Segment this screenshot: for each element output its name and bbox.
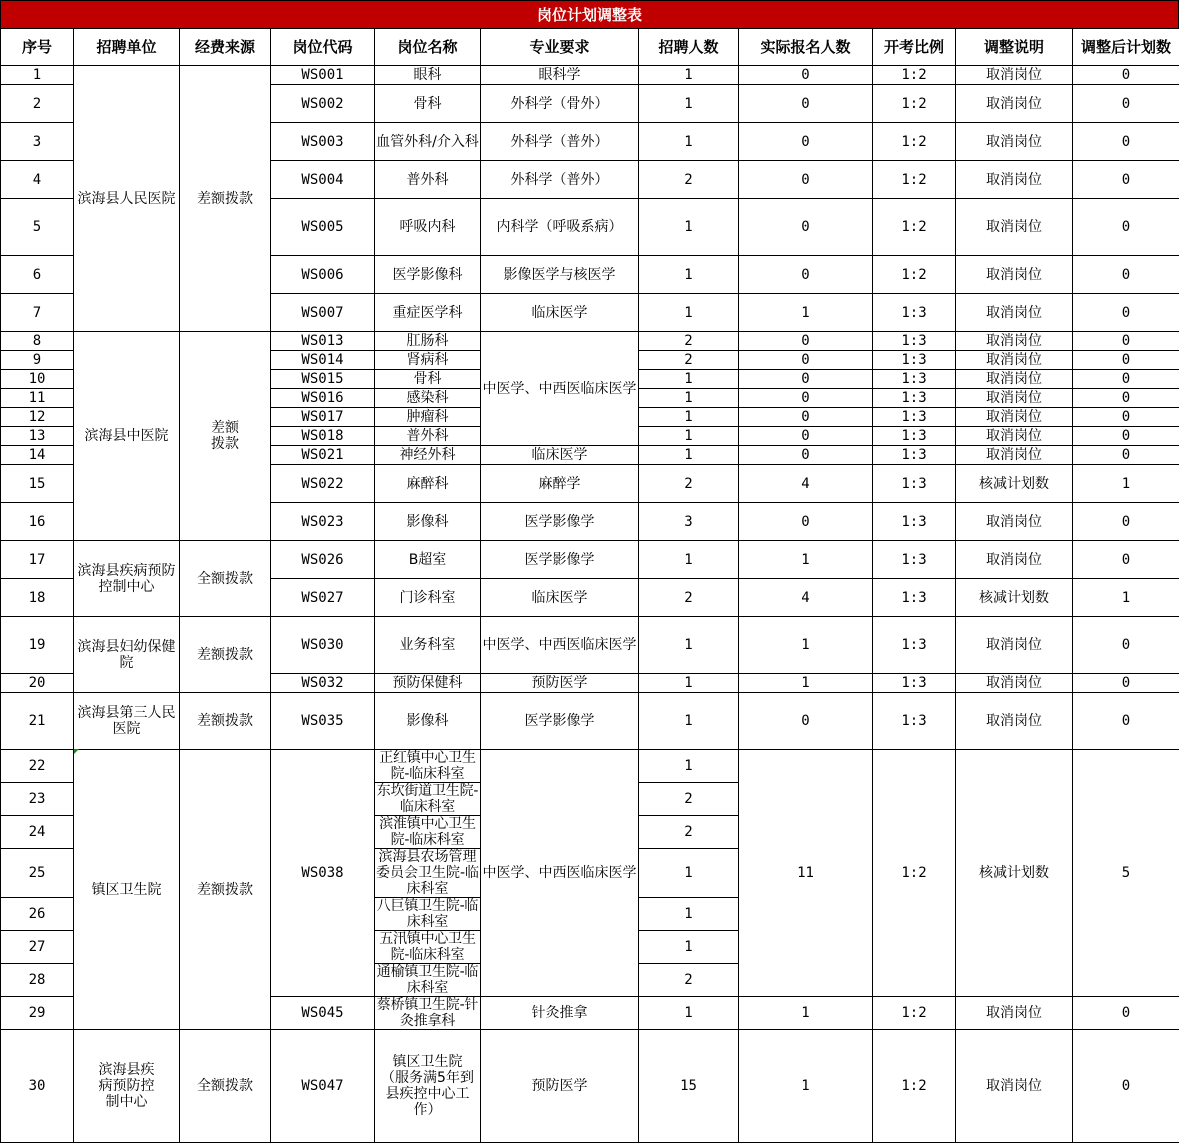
cell-after[interactable]: 0 bbox=[1073, 294, 1179, 332]
cell-code[interactable]: WS007 bbox=[271, 294, 375, 332]
cell-plan[interactable]: 1 bbox=[639, 256, 739, 294]
cell-name[interactable]: 业务科室 bbox=[375, 617, 481, 674]
cell-no[interactable]: 9 bbox=[1, 351, 74, 370]
cell-after[interactable]: 1 bbox=[1073, 465, 1179, 503]
cell-plan[interactable]: 1 bbox=[639, 294, 739, 332]
cell-major[interactable]: 医学影像学 bbox=[481, 693, 639, 750]
cell-applied[interactable]: 1 bbox=[739, 997, 873, 1030]
cell-applied[interactable]: 4 bbox=[739, 465, 873, 503]
cell-plan[interactable]: 1 bbox=[639, 66, 739, 85]
cell-after[interactable]: 0 bbox=[1073, 674, 1179, 693]
cell-major[interactable]: 中医学、中西医临床医学 bbox=[481, 332, 639, 446]
cell-name[interactable]: 骨科 bbox=[375, 85, 481, 123]
cell-plan[interactable]: 2 bbox=[639, 465, 739, 503]
cell-no[interactable]: 27 bbox=[1, 931, 74, 964]
cell-plan[interactable]: 2 bbox=[639, 351, 739, 370]
cell-name[interactable]: 普外科 bbox=[375, 427, 481, 446]
cell-no[interactable]: 14 bbox=[1, 446, 74, 465]
cell-name[interactable]: 正红镇中心卫生院-临床科室 bbox=[375, 750, 481, 783]
header-code[interactable]: 岗位代码 bbox=[271, 29, 375, 66]
cell-applied[interactable]: 0 bbox=[739, 503, 873, 541]
cell-applied[interactable]: 1 bbox=[739, 617, 873, 674]
cell-fund[interactable]: 差额拨款 bbox=[180, 693, 271, 750]
cell-name[interactable]: 通榆镇卫生院-临床科室 bbox=[375, 964, 481, 997]
cell-plan[interactable]: 1 bbox=[639, 898, 739, 931]
cell-code[interactable]: WS016 bbox=[271, 389, 375, 408]
cell-code[interactable]: WS047 bbox=[271, 1030, 375, 1143]
cell-applied[interactable]: 0 bbox=[739, 66, 873, 85]
cell-applied[interactable]: 0 bbox=[739, 256, 873, 294]
cell-major[interactable]: 针灸推拿 bbox=[481, 997, 639, 1030]
cell-name[interactable]: 东坎街道卫生院-临床科室 bbox=[375, 783, 481, 816]
cell-major[interactable]: 麻醉学 bbox=[481, 465, 639, 503]
cell-applied[interactable]: 0 bbox=[739, 199, 873, 256]
cell-plan[interactable]: 15 bbox=[639, 1030, 739, 1143]
cell-note[interactable]: 取消岗位 bbox=[956, 617, 1073, 674]
cell-applied[interactable]: 0 bbox=[739, 427, 873, 446]
cell-after[interactable]: 5 bbox=[1073, 750, 1179, 997]
cell-code[interactable]: WS014 bbox=[271, 351, 375, 370]
header-name[interactable]: 岗位名称 bbox=[375, 29, 481, 66]
cell-name[interactable]: 肾病科 bbox=[375, 351, 481, 370]
fund-text: 差额拨款 bbox=[208, 420, 242, 452]
cell-code[interactable]: WS038 bbox=[271, 750, 375, 997]
cell-applied[interactable]: 0 bbox=[739, 408, 873, 427]
cell-no[interactable]: 1 bbox=[1, 66, 74, 85]
cell-no[interactable]: 21 bbox=[1, 693, 74, 750]
header-no[interactable]: 序号 bbox=[1, 29, 74, 66]
cell-ratio[interactable]: 1:3 bbox=[873, 541, 956, 579]
cell-name[interactable]: 感染科 bbox=[375, 389, 481, 408]
cell-name[interactable]: 预防保健科 bbox=[375, 674, 481, 693]
cell-no[interactable]: 4 bbox=[1, 161, 74, 199]
name-text: 镇区卫生院（服务满5年到县疾控中心工作） bbox=[380, 1054, 476, 1118]
cell-note[interactable]: 取消岗位 bbox=[956, 370, 1073, 389]
cell-after[interactable]: 0 bbox=[1073, 66, 1179, 85]
cell-code[interactable]: WS023 bbox=[271, 503, 375, 541]
cell-major[interactable]: 预防医学 bbox=[481, 1030, 639, 1143]
cell-no[interactable]: 26 bbox=[1, 898, 74, 931]
cell-no[interactable]: 13 bbox=[1, 427, 74, 446]
cell-plan[interactable]: 2 bbox=[639, 783, 739, 816]
cell-applied[interactable]: 0 bbox=[739, 389, 873, 408]
cell-fund[interactable] bbox=[180, 332, 271, 541]
cell-major[interactable]: 外科学（骨外） bbox=[481, 85, 639, 123]
cell-plan[interactable]: 1 bbox=[639, 389, 739, 408]
cell-ratio[interactable]: 1:2 bbox=[873, 123, 956, 161]
cell-ratio[interactable]: 1:2 bbox=[873, 1030, 956, 1143]
cell-note[interactable]: 取消岗位 bbox=[956, 199, 1073, 256]
cell-code[interactable]: WS030 bbox=[271, 617, 375, 674]
cell-applied[interactable]: 0 bbox=[739, 693, 873, 750]
cell-ratio[interactable]: 1:2 bbox=[873, 161, 956, 199]
cell-fund[interactable]: 全额拨款 bbox=[180, 541, 271, 617]
cell-no[interactable]: 29 bbox=[1, 997, 74, 1030]
cell-code[interactable]: WS003 bbox=[271, 123, 375, 161]
header-ratio[interactable]: 开考比例 bbox=[873, 29, 956, 66]
cell-major[interactable]: 临床医学 bbox=[481, 579, 639, 617]
cell-ratio[interactable]: 1:3 bbox=[873, 674, 956, 693]
cell-after[interactable]: 0 bbox=[1073, 1030, 1179, 1143]
cell-after[interactable]: 0 bbox=[1073, 427, 1179, 446]
cell-name[interactable]: 滨海县农场管理委员会卫生院-临床科室 bbox=[375, 849, 481, 898]
cell-unit[interactable]: 滨海县第三人民医院 bbox=[74, 693, 180, 750]
cell-no[interactable]: 2 bbox=[1, 85, 74, 123]
cell-code[interactable]: WS004 bbox=[271, 161, 375, 199]
cell-after[interactable]: 0 bbox=[1073, 85, 1179, 123]
cell-plan[interactable]: 2 bbox=[639, 332, 739, 351]
cell-fund[interactable]: 全额拨款 bbox=[180, 1030, 271, 1143]
cell-ratio[interactable]: 1:2 bbox=[873, 256, 956, 294]
header-note[interactable]: 调整说明 bbox=[956, 29, 1073, 66]
cell-code[interactable]: WS018 bbox=[271, 427, 375, 446]
cell-plan[interactable]: 1 bbox=[639, 446, 739, 465]
cell-plan[interactable]: 1 bbox=[639, 199, 739, 256]
cell-code[interactable]: WS002 bbox=[271, 85, 375, 123]
cell-note[interactable]: 取消岗位 bbox=[956, 693, 1073, 750]
cell-plan[interactable]: 1 bbox=[639, 370, 739, 389]
cell-plan[interactable]: 1 bbox=[639, 997, 739, 1030]
cell-after[interactable]: 0 bbox=[1073, 617, 1179, 674]
cell-ratio[interactable]: 1:3 bbox=[873, 465, 956, 503]
cell-name[interactable]: 蔡桥镇卫生院-针灸推拿科 bbox=[375, 997, 481, 1030]
cell-ratio[interactable]: 1:2 bbox=[873, 997, 956, 1030]
cell-plan[interactable]: 1 bbox=[639, 931, 739, 964]
cell-code[interactable]: WS017 bbox=[271, 408, 375, 427]
cell-after[interactable]: 0 bbox=[1073, 693, 1179, 750]
cell-no[interactable]: 19 bbox=[1, 617, 74, 674]
cell-no[interactable]: 23 bbox=[1, 783, 74, 816]
cell-unit[interactable]: 滨海县疾病预防控制中心 bbox=[74, 541, 180, 617]
cell-code[interactable]: WS035 bbox=[271, 693, 375, 750]
cell-note[interactable]: 取消岗位 bbox=[956, 427, 1073, 446]
header-major[interactable]: 专业要求 bbox=[481, 29, 639, 66]
cell-plan[interactable]: 2 bbox=[639, 816, 739, 849]
cell-no[interactable]: 8 bbox=[1, 332, 74, 351]
cell-applied[interactable]: 1 bbox=[739, 294, 873, 332]
cell-name[interactable]: 麻醉科 bbox=[375, 465, 481, 503]
cell-note[interactable]: 取消岗位 bbox=[956, 1030, 1073, 1143]
cell-ratio[interactable]: 1:2 bbox=[873, 199, 956, 256]
header-plan[interactable]: 招聘人数 bbox=[639, 29, 739, 66]
cell-plan[interactable]: 3 bbox=[639, 503, 739, 541]
cell-note[interactable]: 取消岗位 bbox=[956, 408, 1073, 427]
cell-name[interactable]: 影像科 bbox=[375, 503, 481, 541]
cell-major[interactable]: 医学影像学 bbox=[481, 541, 639, 579]
cell-plan[interactable]: 1 bbox=[639, 541, 739, 579]
cell-ratio[interactable]: 1:3 bbox=[873, 389, 956, 408]
cell-no[interactable]: 24 bbox=[1, 816, 74, 849]
cell-no[interactable]: 28 bbox=[1, 964, 74, 997]
cell-fund[interactable]: 差额拨款 bbox=[180, 617, 271, 693]
cell-note[interactable]: 取消岗位 bbox=[956, 446, 1073, 465]
cell-code[interactable]: WS001 bbox=[271, 66, 375, 85]
cell-code[interactable]: WS021 bbox=[271, 446, 375, 465]
cell-major[interactable]: 外科学（普外） bbox=[481, 123, 639, 161]
cell-no[interactable]: 15 bbox=[1, 465, 74, 503]
cell-after[interactable]: 0 bbox=[1073, 256, 1179, 294]
cell-name[interactable]: 影像科 bbox=[375, 693, 481, 750]
cell-note[interactable]: 取消岗位 bbox=[956, 161, 1073, 199]
cell-major[interactable]: 影像医学与核医学 bbox=[481, 256, 639, 294]
cell-after[interactable]: 0 bbox=[1073, 161, 1179, 199]
table-row bbox=[1, 750, 1179, 783]
cell-ratio[interactable]: 1:3 bbox=[873, 370, 956, 389]
cell-ratio[interactable]: 1:3 bbox=[873, 332, 956, 351]
cell-after[interactable]: 0 bbox=[1073, 123, 1179, 161]
unit-text: 滨海县疾病预防控制中心 bbox=[97, 1062, 157, 1110]
cell-plan[interactable]: 1 bbox=[639, 85, 739, 123]
cell-unit[interactable]: 滨海县中医院 bbox=[74, 332, 180, 541]
cell-code[interactable]: WS015 bbox=[271, 370, 375, 389]
cell-plan[interactable]: 1 bbox=[639, 849, 739, 898]
header-row bbox=[1, 29, 1179, 66]
cell-code[interactable]: WS026 bbox=[271, 541, 375, 579]
cell-comment-marker-icon bbox=[74, 749, 79, 754]
cell-after[interactable]: 0 bbox=[1073, 503, 1179, 541]
cell-unit[interactable] bbox=[74, 1030, 180, 1143]
cell-code[interactable]: WS027 bbox=[271, 579, 375, 617]
cell-no[interactable]: 16 bbox=[1, 503, 74, 541]
cell-after[interactable]: 1 bbox=[1073, 579, 1179, 617]
cell-after[interactable]: 0 bbox=[1073, 389, 1179, 408]
cell-plan[interactable]: 1 bbox=[639, 427, 739, 446]
cell-plan[interactable]: 1 bbox=[639, 617, 739, 674]
cell-applied[interactable]: 0 bbox=[739, 85, 873, 123]
cell-ratio[interactable]: 1:3 bbox=[873, 693, 956, 750]
cell-applied[interactable]: 0 bbox=[739, 161, 873, 199]
cell-after[interactable]: 0 bbox=[1073, 408, 1179, 427]
cell-after[interactable]: 0 bbox=[1073, 997, 1179, 1030]
cell-name[interactable]: 重症医学科 bbox=[375, 294, 481, 332]
cell-ratio[interactable]: 1:2 bbox=[873, 85, 956, 123]
cell-name[interactable] bbox=[375, 1030, 481, 1143]
cell-no[interactable]: 20 bbox=[1, 674, 74, 693]
cell-ratio[interactable]: 1:3 bbox=[873, 351, 956, 370]
cell-plan[interactable]: 2 bbox=[639, 161, 739, 199]
cell-code[interactable]: WS032 bbox=[271, 674, 375, 693]
cell-plan[interactable]: 1 bbox=[639, 674, 739, 693]
cell-unit[interactable]: 滨海县人民医院 bbox=[74, 66, 180, 332]
header-fund[interactable]: 经费来源 bbox=[180, 29, 271, 66]
cell-major[interactable]: 中医学、中西医临床医学 bbox=[481, 617, 639, 674]
cell-plan[interactable]: 1 bbox=[639, 693, 739, 750]
table-row bbox=[1, 541, 1179, 579]
cell-applied[interactable]: 11 bbox=[739, 750, 873, 997]
cell-note[interactable]: 取消岗位 bbox=[956, 294, 1073, 332]
cell-note[interactable]: 取消岗位 bbox=[956, 674, 1073, 693]
cell-ratio[interactable]: 1:2 bbox=[873, 66, 956, 85]
cell-major[interactable]: 临床医学 bbox=[481, 294, 639, 332]
cell-unit[interactable]: 镇区卫生院 bbox=[74, 750, 180, 1030]
cell-note[interactable]: 取消岗位 bbox=[956, 332, 1073, 351]
cell-name[interactable]: 血管外科/介入科 bbox=[375, 123, 481, 161]
cell-note[interactable]: 取消岗位 bbox=[956, 66, 1073, 85]
cell-applied[interactable]: 0 bbox=[739, 351, 873, 370]
cell-code[interactable]: WS045 bbox=[271, 997, 375, 1030]
cell-applied[interactable]: 4 bbox=[739, 579, 873, 617]
cell-no[interactable]: 3 bbox=[1, 123, 74, 161]
cell-ratio[interactable]: 1:3 bbox=[873, 446, 956, 465]
table-row bbox=[1, 693, 1179, 750]
cell-after[interactable]: 0 bbox=[1073, 351, 1179, 370]
cell-ratio[interactable]: 1:3 bbox=[873, 579, 956, 617]
cell-ratio[interactable]: 1:2 bbox=[873, 750, 956, 997]
cell-fund[interactable]: 差额拨款 bbox=[180, 66, 271, 332]
cell-ratio[interactable]: 1:3 bbox=[873, 427, 956, 446]
cell-plan[interactable]: 1 bbox=[639, 123, 739, 161]
cell-applied[interactable]: 0 bbox=[739, 446, 873, 465]
cell-no[interactable]: 7 bbox=[1, 294, 74, 332]
cell-applied[interactable]: 1 bbox=[739, 541, 873, 579]
cell-no[interactable]: 18 bbox=[1, 579, 74, 617]
cell-after[interactable]: 0 bbox=[1073, 370, 1179, 389]
table-row bbox=[1, 332, 1179, 351]
table-row bbox=[1, 617, 1179, 674]
cell-note[interactable]: 取消岗位 bbox=[956, 123, 1073, 161]
cell-name[interactable]: 门诊科室 bbox=[375, 579, 481, 617]
cell-no[interactable]: 17 bbox=[1, 541, 74, 579]
cell-note[interactable]: 核减计划数 bbox=[956, 465, 1073, 503]
cell-name[interactable]: 肿瘤科 bbox=[375, 408, 481, 427]
cell-name[interactable]: 眼科 bbox=[375, 66, 481, 85]
cell-major[interactable]: 中医学、中西医临床医学 bbox=[481, 750, 639, 997]
cell-name[interactable]: 骨科 bbox=[375, 370, 481, 389]
cell-note[interactable]: 核减计划数 bbox=[956, 750, 1073, 997]
cell-note[interactable]: 取消岗位 bbox=[956, 997, 1073, 1030]
cell-after[interactable]: 0 bbox=[1073, 446, 1179, 465]
cell-name[interactable]: 滨淮镇中心卫生院-临床科室 bbox=[375, 816, 481, 849]
cell-name[interactable]: 肛肠科 bbox=[375, 332, 481, 351]
cell-code[interactable]: WS005 bbox=[271, 199, 375, 256]
cell-applied[interactable]: 0 bbox=[739, 370, 873, 389]
cell-code[interactable]: WS006 bbox=[271, 256, 375, 294]
cell-no[interactable]: 6 bbox=[1, 256, 74, 294]
cell-name[interactable]: 医学影像科 bbox=[375, 256, 481, 294]
cell-applied[interactable]: 1 bbox=[739, 674, 873, 693]
cell-code[interactable]: WS013 bbox=[271, 332, 375, 351]
cell-no[interactable]: 5 bbox=[1, 199, 74, 256]
cell-plan[interactable]: 1 bbox=[639, 750, 739, 783]
cell-no[interactable]: 25 bbox=[1, 849, 74, 898]
cell-note[interactable]: 取消岗位 bbox=[956, 351, 1073, 370]
cell-note[interactable]: 取消岗位 bbox=[956, 256, 1073, 294]
cell-plan[interactable]: 1 bbox=[639, 408, 739, 427]
header-applied[interactable]: 实际报名人数 bbox=[739, 29, 873, 66]
header-after[interactable]: 调整后计划数 bbox=[1073, 29, 1179, 66]
cell-ratio[interactable]: 1:3 bbox=[873, 408, 956, 427]
cell-name[interactable]: 神经外科 bbox=[375, 446, 481, 465]
cell-applied[interactable]: 0 bbox=[739, 332, 873, 351]
table-row bbox=[1, 66, 1179, 85]
cell-name[interactable]: 八巨镇卫生院-临床科室 bbox=[375, 898, 481, 931]
cell-applied[interactable]: 0 bbox=[739, 123, 873, 161]
cell-note[interactable]: 取消岗位 bbox=[956, 389, 1073, 408]
cell-major[interactable]: 外科学（普外） bbox=[481, 161, 639, 199]
cell-name[interactable]: B超室 bbox=[375, 541, 481, 579]
cell-major[interactable]: 临床医学 bbox=[481, 446, 639, 465]
cell-note[interactable]: 取消岗位 bbox=[956, 541, 1073, 579]
cell-name[interactable]: 普外科 bbox=[375, 161, 481, 199]
cell-code[interactable]: WS022 bbox=[271, 465, 375, 503]
cell-unit[interactable]: 滨海县妇幼保健院 bbox=[74, 617, 180, 693]
cell-after[interactable]: 0 bbox=[1073, 541, 1179, 579]
header-unit[interactable]: 招聘单位 bbox=[74, 29, 180, 66]
cell-no[interactable]: 12 bbox=[1, 408, 74, 427]
cell-applied[interactable]: 1 bbox=[739, 1030, 873, 1143]
cell-major[interactable]: 预防医学 bbox=[481, 674, 639, 693]
table-row bbox=[1, 1030, 1179, 1143]
cell-name[interactable]: 呼吸内科 bbox=[375, 199, 481, 256]
cell-ratio[interactable]: 1:3 bbox=[873, 617, 956, 674]
cell-fund[interactable]: 差额拨款 bbox=[180, 750, 271, 1030]
cell-ratio[interactable]: 1:3 bbox=[873, 294, 956, 332]
cell-plan[interactable]: 2 bbox=[639, 964, 739, 997]
cell-major[interactable]: 内科学（呼吸系病） bbox=[481, 199, 639, 256]
cell-after[interactable]: 0 bbox=[1073, 199, 1179, 256]
cell-plan[interactable]: 2 bbox=[639, 579, 739, 617]
cell-no[interactable]: 11 bbox=[1, 389, 74, 408]
cell-after[interactable]: 0 bbox=[1073, 332, 1179, 351]
cell-no[interactable]: 22 bbox=[1, 750, 74, 783]
cell-note[interactable]: 核减计划数 bbox=[956, 579, 1073, 617]
cell-note[interactable]: 取消岗位 bbox=[956, 85, 1073, 123]
cell-no[interactable]: 30 bbox=[1, 1030, 74, 1143]
sheet-title[interactable]: 岗位计划调整表 bbox=[0, 0, 1179, 29]
cell-ratio[interactable]: 1:3 bbox=[873, 503, 956, 541]
cell-major[interactable]: 医学影像学 bbox=[481, 503, 639, 541]
cell-major[interactable]: 眼科学 bbox=[481, 66, 639, 85]
cell-note[interactable]: 取消岗位 bbox=[956, 503, 1073, 541]
plan-adjustment-table bbox=[0, 28, 1179, 1143]
cell-no[interactable]: 10 bbox=[1, 370, 74, 389]
cell-name[interactable]: 五汛镇中心卫生院-临床科室 bbox=[375, 931, 481, 964]
